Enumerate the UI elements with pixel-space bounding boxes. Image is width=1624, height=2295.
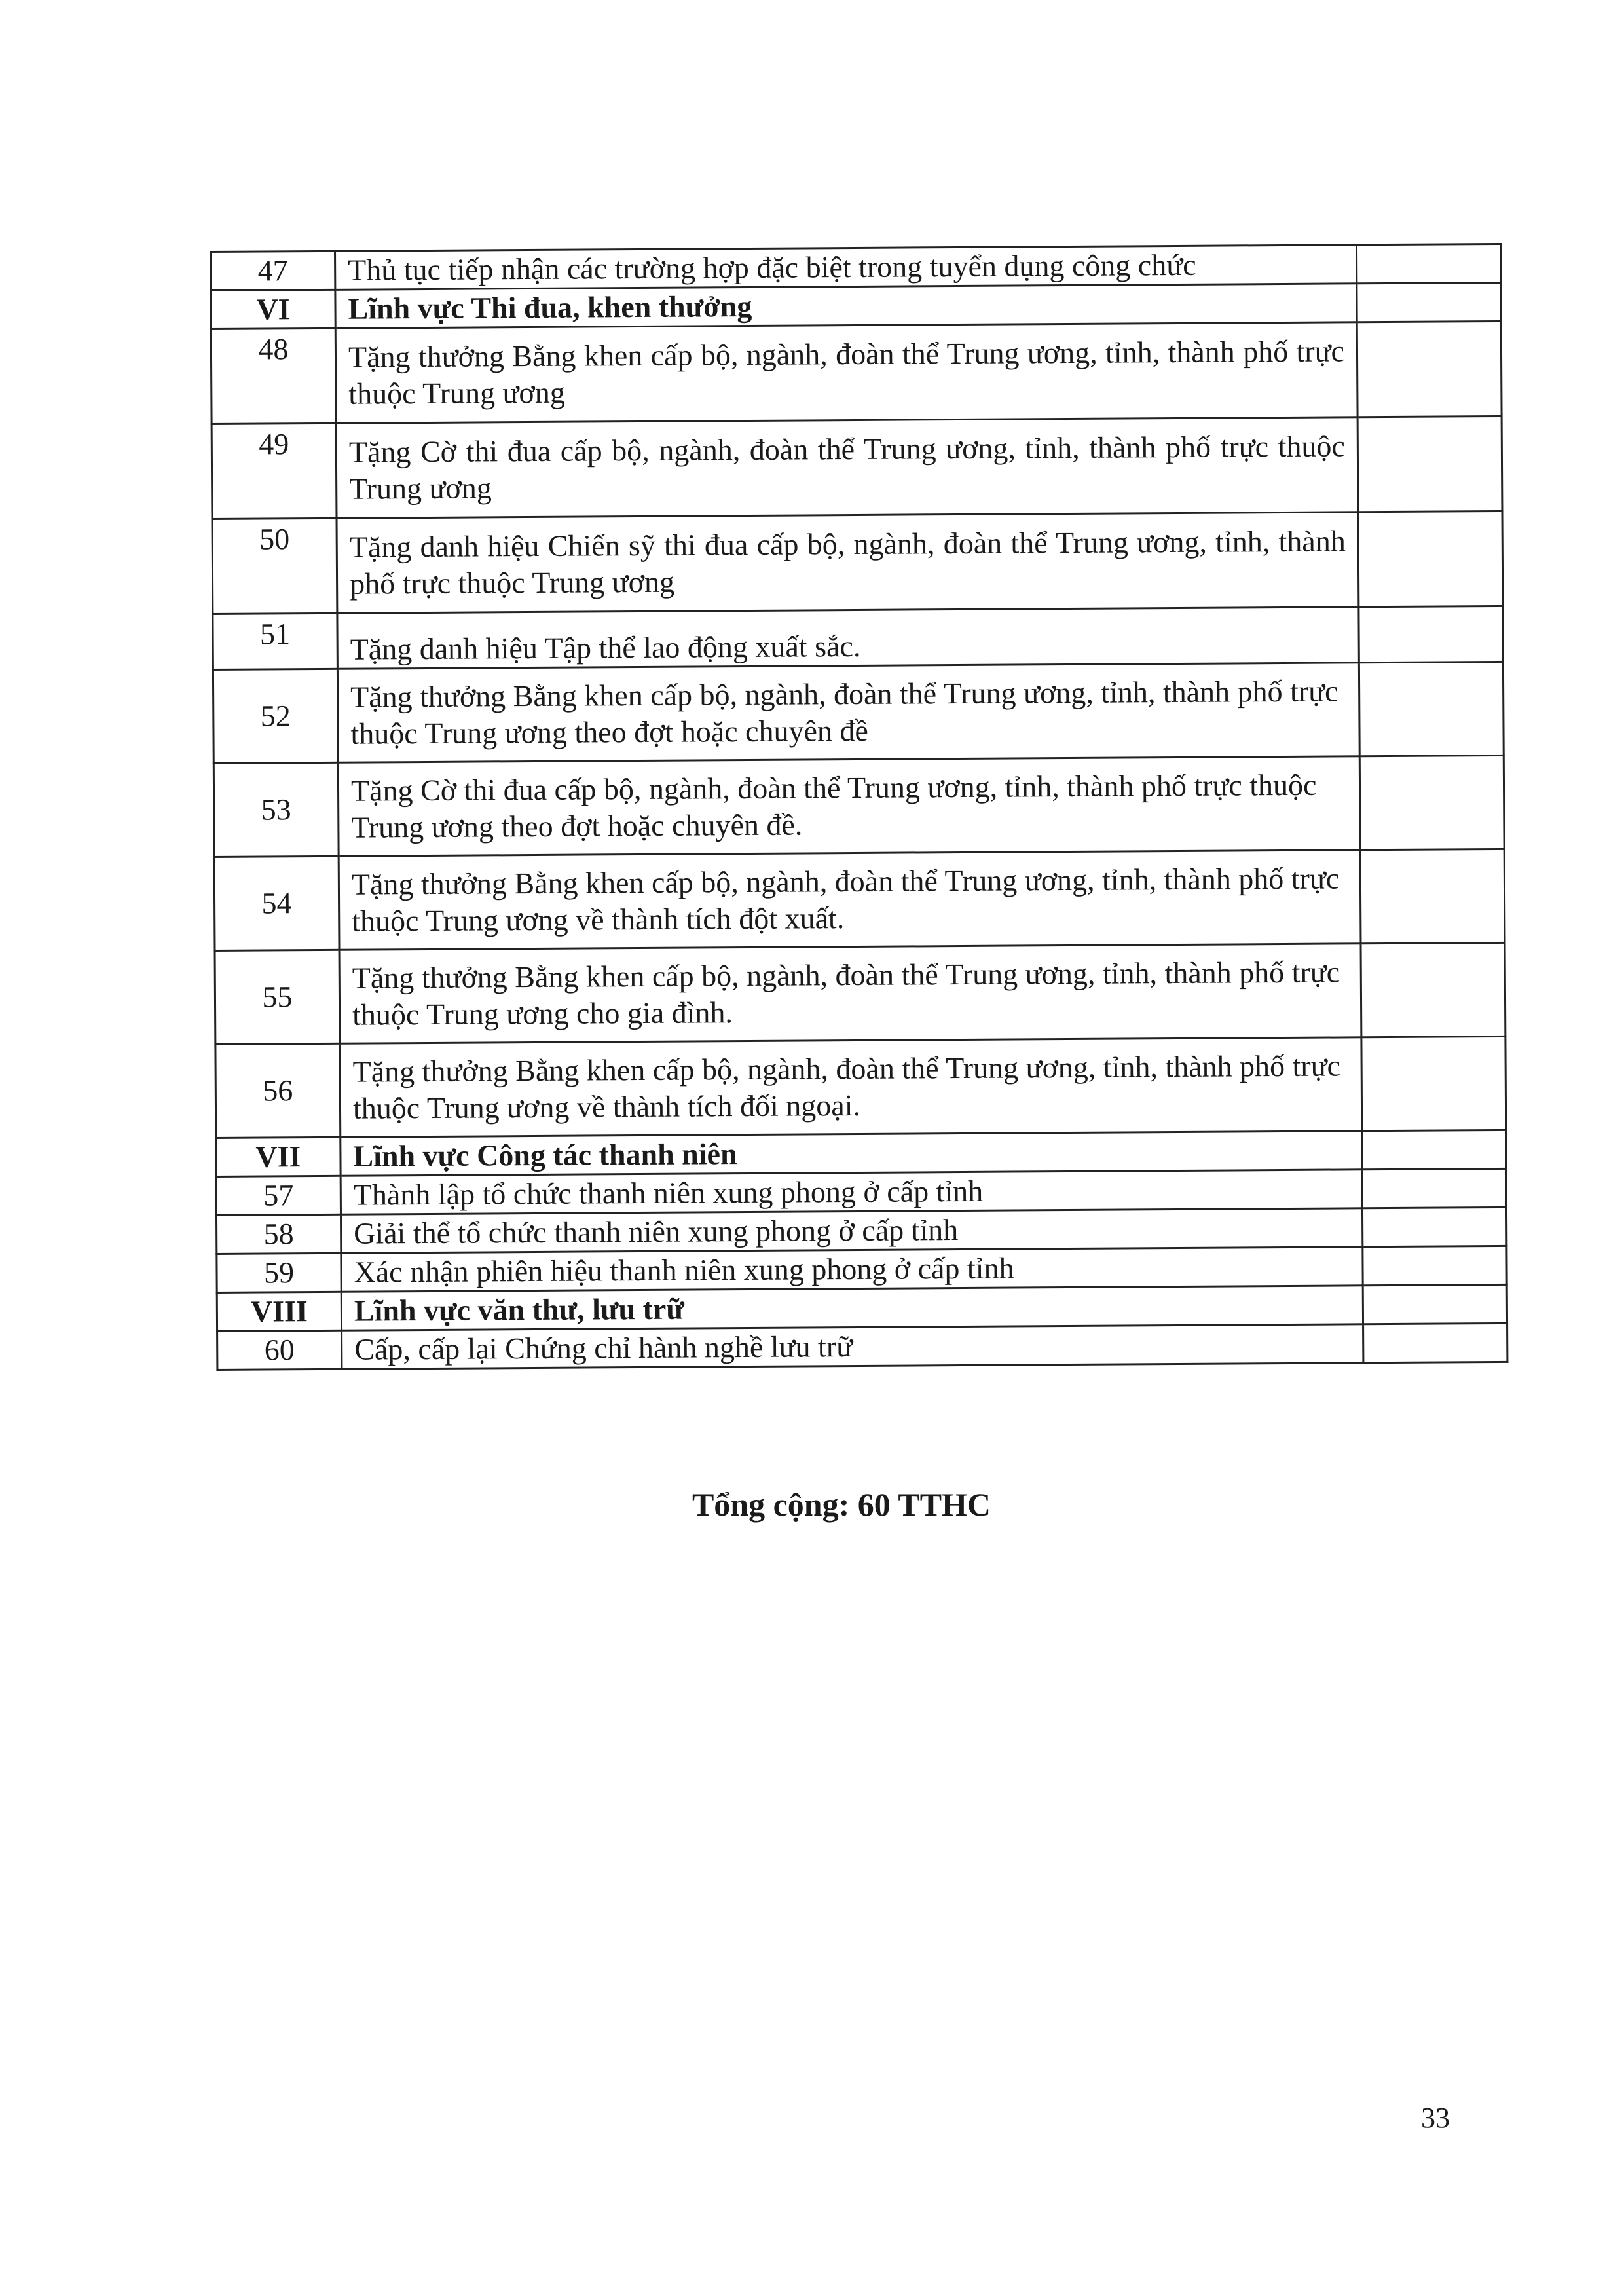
empty-cell [1363, 1284, 1507, 1324]
procedure-row [211, 321, 1502, 424]
procedure-name: Tặng thưởng Bằng khen cấp bộ, ngành, đoàn thể Trung ương, tỉnh, thành phố trực thuộc Trung ương cho gia đình. [339, 944, 1361, 1044]
procedure-name: Thành lập tổ chức thanh niên xung phong ở cấp tỉnh [341, 1170, 1362, 1215]
empty-cell [1362, 1207, 1506, 1246]
procedure-name: Tặng thưởng Bằng khen cấp bộ, ngành, đoàn thể Trung ương, tỉnh, thành phố trực thuộc Trung ương [335, 322, 1357, 424]
procedure-name: Tặng thưởng Bằng khen cấp bộ, ngành, đoàn thể Trung ương, tỉnh, thành phố trực thuộc Trung ương theo đợt hoặc chuyên đề [337, 663, 1359, 763]
procedure-table-body [211, 244, 1507, 1370]
row-number: 60 [217, 1330, 342, 1370]
procedure-name: Tặng Cờ thi đua cấp bộ, ngành, đoàn thể Trung ương, tỉnh, thành phố trực thuộc Trung ương [336, 417, 1358, 519]
empty-cell [1363, 1323, 1507, 1362]
empty-cell [1360, 849, 1505, 943]
procedure-name: Tặng Cờ thi đua cấp bộ, ngành, đoàn thể Trung ương, tỉnh, thành phố trực thuộc Trung ương theo đợt hoặc chuyên đề. [338, 756, 1360, 857]
row-number: 58 [216, 1214, 341, 1254]
row-number: 59 [217, 1253, 341, 1292]
procedure-name: Xác nhận phiên hiệu thanh niên xung phong ở cấp tỉnh [341, 1247, 1363, 1292]
empty-cell [1358, 511, 1503, 606]
procedure-name: Tặng danh hiệu Tập thể lao động xuất sắc. [337, 607, 1359, 669]
empty-cell [1362, 1168, 1506, 1208]
section-title: Lĩnh vực Công tác thanh niên [341, 1131, 1362, 1176]
section-number: VI [211, 289, 335, 329]
empty-cell [1361, 1036, 1506, 1130]
section-title: Lĩnh vực Thi đua, khen thưởng [335, 284, 1357, 329]
procedure-name: Tặng thưởng Bằng khen cấp bộ, ngành, đoàn thể Trung ương, tỉnh, thành phố trực thuộc Trung ương về thành tích đột xuất. [339, 850, 1361, 950]
procedure-row [213, 662, 1504, 763]
empty-cell [1359, 662, 1504, 756]
section-number: VIII [217, 1292, 341, 1331]
row-number: 53 [213, 762, 339, 857]
row-number: 57 [216, 1176, 341, 1215]
empty-cell [1356, 244, 1500, 283]
procedure-table [210, 243, 1508, 1371]
procedure-name: Cấp, cấp lại Chứng chỉ hành nghề lưu trữ [342, 1324, 1363, 1370]
procedure-row [215, 1036, 1506, 1138]
row-number: 51 [213, 613, 338, 669]
empty-cell [1357, 416, 1502, 512]
procedure-name: Tặng danh hiệu Chiến sỹ thi đua cấp bộ, ngành, đoàn thể Trung ương, tỉnh, thành phố trực thuộc Trung ương [337, 512, 1359, 614]
procedure-row [213, 606, 1503, 669]
empty-cell [1359, 606, 1504, 662]
empty-cell [1357, 321, 1502, 417]
row-number: 56 [215, 1043, 341, 1138]
empty-cell [1363, 1246, 1507, 1285]
row-number: 49 [212, 423, 337, 519]
row-number: 54 [214, 856, 339, 950]
procedure-row [212, 511, 1503, 614]
row-number: 50 [212, 518, 337, 614]
section-title: Lĩnh vực văn thư, lưu trữ [341, 1286, 1363, 1331]
empty-cell [1359, 755, 1504, 849]
procedure-name: Thủ tục tiếp nhận các trường hợp đặc biệt trong tuyển dụng công chức [335, 245, 1357, 290]
page-number: 33 [1421, 2102, 1450, 2134]
procedure-name: Tặng thưởng Bằng khen cấp bộ, ngành, đoàn thể Trung ương, tỉnh, thành phố trực thuộc Trung ương về thành tích đối ngoại. [340, 1037, 1362, 1138]
row-number: 55 [215, 950, 340, 1044]
row-number: 52 [213, 669, 338, 763]
section-number: VII [216, 1137, 341, 1176]
procedure-row [217, 1323, 1507, 1370]
row-number: 48 [211, 328, 336, 424]
procedure-name: Giải thể tổ chức thanh niên xung phong ở cấp tỉnh [341, 1208, 1362, 1254]
procedure-row [212, 416, 1502, 519]
empty-cell [1357, 282, 1501, 322]
empty-cell [1361, 942, 1505, 1037]
procedure-row [214, 849, 1505, 950]
empty-cell [1362, 1130, 1506, 1169]
procedure-row [213, 755, 1504, 857]
total-count: Tổng cộng: 60 TTHC [692, 1486, 991, 1523]
row-number: 47 [211, 251, 335, 290]
procedure-row [215, 942, 1505, 1044]
